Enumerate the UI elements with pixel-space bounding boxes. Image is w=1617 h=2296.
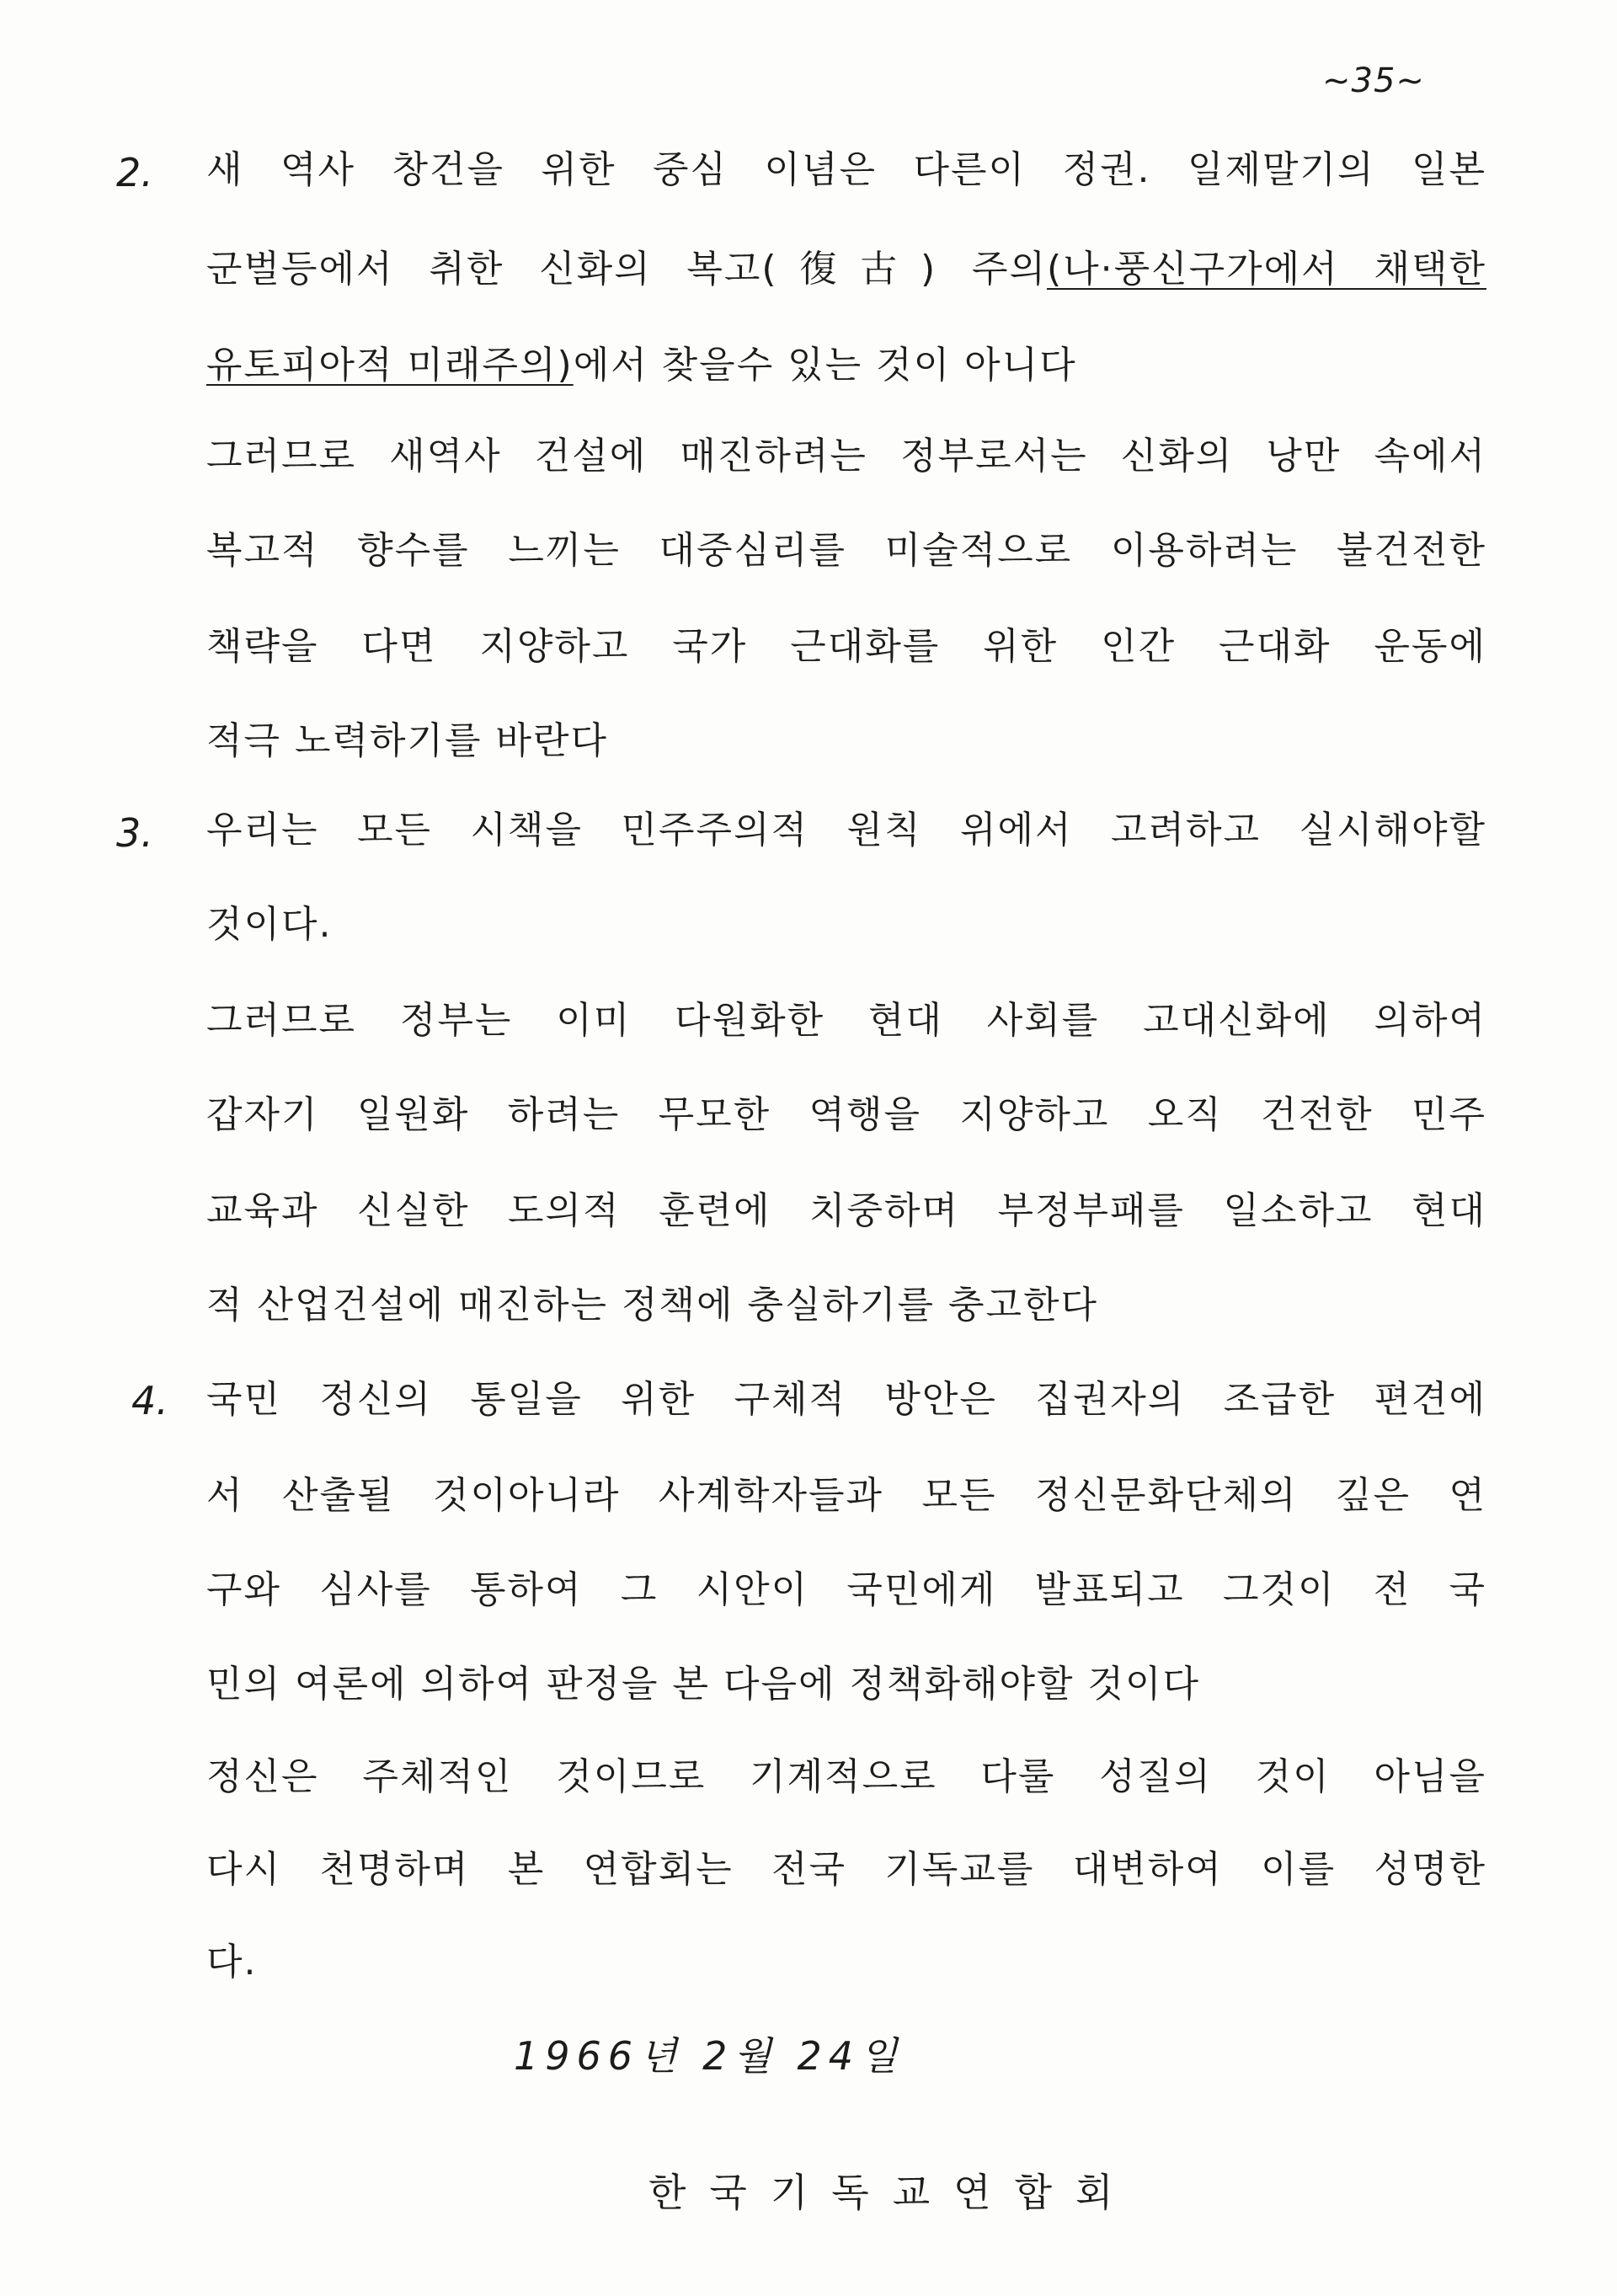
- section-line: [206, 344, 1077, 387]
- section-number: 2.: [116, 150, 153, 195]
- section-line: 새 역사 창건을 위한 중심 이념은 다른이 정권. 일제말기의 일본: [206, 148, 1486, 191]
- section-line: 구와 심사를 통하여 그 시안이 국민에게 발표되고 그것이 전 국: [206, 1568, 1486, 1611]
- section-line: 우리는 모든 시책을 민주주의적 원칙 위에서 고려하고 실시해야할: [206, 809, 1486, 852]
- section-line: 복고적 향수를 느끼는 대중심리를 미술적으로 이용하려는 불건전한: [206, 529, 1486, 572]
- line-text: 군벌등에서 취한 신화의 복고(復古) 주의: [206, 248, 1047, 291]
- section-line: [206, 248, 1486, 291]
- section-line: 국민 정신의 통일을 위한 구체적 방안은 집권자의 조급한 편견에: [206, 1378, 1486, 1421]
- page-number: ~35~: [1322, 61, 1425, 100]
- section-line: 갑자기 일원화 하려는 무모한 역행을 지양하고 오직 건전한 민주: [206, 1093, 1486, 1136]
- section-number: 3.: [116, 810, 153, 856]
- section-line: 그러므로 정부는 이미 다원화한 현대 사회를 고대신화에 의하여: [206, 999, 1486, 1042]
- section-line: 정신은 주체적인 것이므로 기계적으로 다룰 성질의 것이 아님을: [206, 1755, 1486, 1798]
- section-line: 교육과 신실한 도의적 훈련에 치중하며 부정부패를 일소하고 현대: [206, 1189, 1486, 1232]
- line-text: 에서 찾을수 있는 것이 아니다: [573, 344, 1077, 387]
- section-line: 것이다.: [206, 903, 333, 946]
- section-line: 다.: [206, 1941, 258, 1984]
- section-line: 적 산업건설에 매진하는 정책에 충실하기를 충고한다: [206, 1284, 1099, 1327]
- underlined-text: (나·풍신구가에서 채택한: [1047, 248, 1486, 291]
- organization-name: 한국기독교연합회: [648, 2170, 1137, 2215]
- section-number: 4.: [131, 1378, 168, 1423]
- section-line: 다시 천명하며 본 연합회는 전국 기독교를 대변하여 이를 성명한: [206, 1848, 1486, 1891]
- document-date: 1966년 2월 24일: [514, 2033, 905, 2079]
- underlined-text: 유토피아적 미래주의): [206, 344, 574, 387]
- section-line: 책략을 다면 지양하고 국가 근대화를 위한 인간 근대화 운동에: [206, 625, 1486, 668]
- section-line: 그러므로 새역사 건설에 매진하려는 정부로서는 신화의 낭만 속에서: [206, 435, 1486, 478]
- section-line: 적극 노력하기를 바란다: [206, 719, 609, 762]
- section-line: 민의 여론에 의하여 판정을 본 다음에 정책화해야할 것이다: [206, 1663, 1200, 1706]
- section-line: 서 산출될 것이아니라 사계학자들과 모든 정신문화단체의 깊은 연: [206, 1474, 1486, 1517]
